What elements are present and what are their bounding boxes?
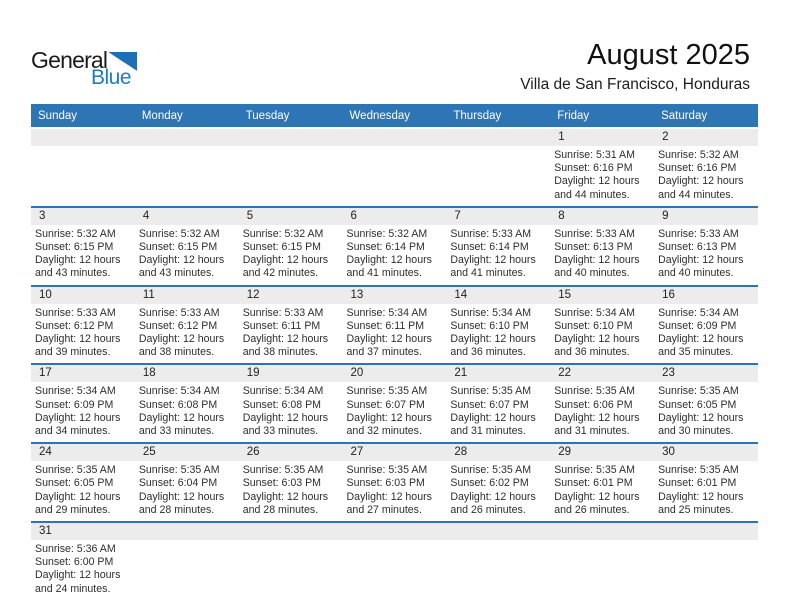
day-detail-line: Daylight: 12 hours	[554, 175, 640, 188]
day-number-strip	[31, 287, 758, 304]
day-detail-line: Daylight: 12 hours	[554, 490, 640, 503]
day-number-3: 3	[39, 209, 46, 222]
day-detail-line: and 28 minutes.	[242, 503, 319, 516]
day-number-5: 5	[246, 209, 254, 222]
day-detail-line: Daylight: 12 hours	[35, 569, 121, 582]
day-detail-line: Sunset: 6:11 PM	[346, 319, 425, 332]
day-number-strip	[31, 444, 758, 461]
day-details-8	[550, 225, 654, 285]
day-detail-line: Daylight: 12 hours	[658, 411, 744, 424]
day-detail-line: Daylight: 12 hours	[554, 411, 640, 424]
day-details-25	[135, 461, 239, 521]
week-row-4	[31, 365, 758, 444]
day-detail-line: and 31 minutes.	[450, 425, 526, 438]
day-detail-line: Sunrise: 5:33 AM	[658, 227, 739, 240]
day-detail-line: Sunset: 6:01 PM	[554, 477, 633, 490]
day-detail-line: Daylight: 12 hours	[138, 254, 225, 267]
empty-day-cell	[550, 523, 654, 540]
day-details-14	[446, 304, 550, 364]
calendar-weeks	[31, 129, 758, 600]
day-detail-line: and 35 minutes.	[658, 346, 734, 359]
day-number-15: 15	[558, 288, 572, 301]
day-details-19	[239, 382, 343, 442]
day-detail-line: Sunrise: 5:33 AM	[138, 306, 220, 319]
empty-day-cell	[31, 129, 135, 146]
day-detail-line: Daylight: 12 hours	[450, 490, 536, 503]
day-detail-line: Sunrise: 5:35 AM	[658, 464, 739, 477]
day-detail-line: Sunrise: 5:33 AM	[554, 227, 635, 240]
day-detail-line: Daylight: 12 hours	[242, 411, 329, 424]
day-detail-line: Sunrise: 5:32 AM	[658, 149, 739, 161]
day-details-22	[550, 382, 654, 442]
day-detail-line: Daylight: 12 hours	[138, 490, 225, 503]
day-details-23	[654, 382, 758, 442]
day-detail-line: Sunset: 6:08 PM	[242, 398, 322, 411]
day-detail-line: and 38 minutes.	[242, 346, 319, 359]
day-number-28: 28	[454, 446, 468, 459]
day-detail-line: and 41 minutes.	[450, 267, 526, 280]
day-detail-line: Sunset: 6:15 PM	[242, 241, 322, 254]
calendar-grid	[31, 104, 758, 600]
day-detail-line: Sunrise: 5:35 AM	[658, 385, 739, 398]
day-detail-line: Sunset: 6:16 PM	[658, 162, 737, 175]
day-number-27: 27	[350, 446, 364, 459]
day-detail-line: and 36 minutes.	[450, 346, 526, 359]
empty-detail-cell	[135, 146, 239, 206]
day-detail-line: Daylight: 12 hours	[658, 490, 744, 503]
day-detail-line: Sunset: 6:05 PM	[658, 398, 737, 411]
day-detail-line: Sunrise: 5:35 AM	[346, 464, 428, 477]
day-detail-line: Sunrise: 5:33 AM	[450, 227, 532, 240]
day-detail-line: Sunset: 6:07 PM	[450, 398, 529, 411]
empty-detail-cell	[343, 540, 447, 600]
day-detail-line: Sunrise: 5:35 AM	[242, 464, 324, 477]
day-detail-line: and 26 minutes.	[450, 503, 526, 516]
day-detail-line: Sunset: 6:14 PM	[346, 241, 425, 254]
day-detail-line: and 32 minutes.	[346, 425, 422, 438]
day-detail-line: Daylight: 12 hours	[35, 490, 121, 503]
day-detail-row	[31, 382, 758, 442]
day-detail-line: Sunset: 6:10 PM	[450, 319, 529, 332]
day-number-1: 1	[558, 131, 565, 143]
day-detail-line: Sunset: 6:12 PM	[35, 319, 114, 332]
day-detail-line: and 43 minutes.	[138, 267, 215, 280]
day-detail-line: Daylight: 12 hours	[242, 333, 329, 346]
day-detail-line: Sunrise: 5:32 AM	[346, 227, 428, 240]
day-detail-line: Sunset: 6:15 PM	[138, 241, 218, 254]
empty-day-cell	[446, 523, 550, 540]
weekday-header-row	[31, 104, 758, 127]
day-detail-line: Daylight: 12 hours	[346, 254, 432, 267]
day-detail-line: Sunset: 6:06 PM	[554, 398, 633, 411]
day-detail-line: Sunrise: 5:34 AM	[658, 306, 739, 319]
day-details-10	[31, 304, 135, 364]
day-detail-line: Daylight: 12 hours	[346, 490, 432, 503]
week-row-6	[31, 523, 758, 600]
day-detail-row	[31, 540, 758, 600]
day-detail-line: Sunset: 6:02 PM	[450, 477, 529, 490]
day-detail-row	[31, 225, 758, 285]
day-number-30: 30	[662, 446, 675, 459]
day-number-strip	[31, 208, 758, 225]
day-details-17	[31, 382, 135, 442]
day-number-18: 18	[142, 367, 156, 380]
day-detail-line: Sunrise: 5:35 AM	[35, 464, 116, 477]
day-detail-line: Sunset: 6:07 PM	[346, 398, 425, 411]
day-details-24	[31, 461, 135, 521]
empty-day-cell	[239, 523, 343, 540]
day-detail-line: and 38 minutes.	[138, 346, 215, 359]
day-detail-line: Sunset: 6:01 PM	[658, 477, 737, 490]
weekday-header-sunday: Sunday	[38, 109, 78, 122]
empty-detail-cell	[239, 146, 343, 206]
day-detail-line: Sunrise: 5:34 AM	[35, 385, 116, 398]
weekday-header-thursday: Thursday	[453, 109, 502, 122]
day-detail-line: and 28 minutes.	[138, 503, 215, 516]
weekday-header-monday: Monday	[141, 109, 183, 122]
page-subtitle: Villa de San Francisco, Honduras	[520, 76, 750, 94]
day-detail-line: and 25 minutes.	[658, 503, 734, 516]
day-detail-line: Daylight: 12 hours	[658, 254, 744, 267]
day-details-3	[31, 225, 135, 285]
day-details-31	[31, 540, 135, 600]
day-details-4	[135, 225, 239, 285]
day-detail-line: and 33 minutes.	[138, 425, 215, 438]
day-number-19: 19	[246, 367, 260, 380]
logo-text-blue: Blue	[91, 66, 132, 89]
day-details-18	[135, 382, 239, 442]
day-detail-line: Sunrise: 5:33 AM	[35, 306, 116, 319]
day-detail-row	[31, 304, 758, 364]
day-details-16	[654, 304, 758, 364]
day-number-23: 23	[662, 367, 675, 380]
day-detail-line: Daylight: 12 hours	[35, 254, 121, 267]
day-number-29: 29	[558, 446, 572, 459]
day-number-8: 8	[558, 209, 565, 222]
day-details-7	[446, 225, 550, 285]
day-details-28	[446, 461, 550, 521]
day-detail-line: Daylight: 12 hours	[450, 411, 536, 424]
day-detail-line: Daylight: 12 hours	[138, 333, 225, 346]
day-number-strip	[31, 523, 758, 540]
day-detail-line: Sunrise: 5:32 AM	[138, 227, 220, 240]
day-detail-line: Daylight: 12 hours	[450, 254, 536, 267]
weekday-header-saturday: Saturday	[661, 109, 708, 122]
day-detail-line: and 40 minutes.	[554, 267, 630, 280]
day-detail-line: Sunset: 6:03 PM	[346, 477, 425, 490]
day-detail-line: Sunrise: 5:35 AM	[138, 464, 220, 477]
day-number-7: 7	[454, 209, 461, 222]
day-number-12: 12	[246, 288, 260, 301]
day-detail-line: Daylight: 12 hours	[138, 411, 225, 424]
day-detail-line: and 42 minutes.	[242, 267, 319, 280]
empty-detail-cell	[135, 540, 239, 600]
logo-text-general: General	[31, 47, 108, 73]
day-detail-line: and 39 minutes.	[35, 346, 111, 359]
day-detail-line: Sunset: 6:13 PM	[554, 241, 633, 254]
day-detail-row	[31, 461, 758, 521]
day-detail-line: Daylight: 12 hours	[242, 254, 329, 267]
day-detail-line: Daylight: 12 hours	[346, 333, 432, 346]
day-details-6	[343, 225, 447, 285]
page-title: August 2025	[587, 39, 750, 71]
day-detail-line: Sunset: 6:12 PM	[138, 319, 218, 332]
day-detail-line: Daylight: 12 hours	[658, 175, 744, 188]
empty-day-cell	[343, 129, 447, 146]
day-detail-line: Sunset: 6:15 PM	[35, 241, 114, 254]
day-number-17: 17	[39, 367, 52, 380]
day-detail-line: Sunset: 6:14 PM	[450, 241, 529, 254]
empty-detail-cell	[654, 540, 758, 600]
day-detail-row	[31, 146, 758, 206]
week-row-3	[31, 287, 758, 366]
day-detail-line: Sunrise: 5:35 AM	[554, 385, 635, 398]
day-detail-line: Daylight: 12 hours	[35, 411, 121, 424]
day-detail-line: Sunset: 6:04 PM	[138, 477, 218, 490]
day-details-30	[654, 461, 758, 521]
empty-day-cell	[135, 129, 239, 146]
day-detail-line: Sunset: 6:10 PM	[554, 319, 633, 332]
day-number-26: 26	[246, 446, 260, 459]
week-row-2	[31, 208, 758, 287]
day-detail-line: Sunset: 6:09 PM	[35, 398, 114, 411]
empty-day-cell	[343, 523, 447, 540]
day-detail-line: Sunrise: 5:35 AM	[554, 464, 635, 477]
day-detail-line: Sunset: 6:08 PM	[138, 398, 218, 411]
weekday-header-friday: Friday	[557, 109, 590, 122]
day-detail-line: Daylight: 12 hours	[346, 411, 432, 424]
weekday-header-tuesday: Tuesday	[245, 109, 290, 122]
day-detail-line: and 29 minutes.	[35, 503, 111, 516]
day-details-9	[654, 225, 758, 285]
day-detail-line: Sunrise: 5:35 AM	[346, 385, 428, 398]
day-number-25: 25	[142, 446, 156, 459]
day-detail-line: Sunrise: 5:35 AM	[450, 385, 532, 398]
day-number-6: 6	[350, 209, 357, 222]
day-detail-line: and 31 minutes.	[554, 425, 630, 438]
day-details-13	[343, 304, 447, 364]
day-number-9: 9	[662, 209, 669, 222]
day-detail-line: Daylight: 12 hours	[450, 333, 536, 346]
week-row-5	[31, 444, 758, 523]
day-number-strip	[31, 365, 758, 382]
day-detail-line: and 27 minutes.	[346, 503, 422, 516]
day-detail-line: and 37 minutes.	[346, 346, 422, 359]
empty-detail-cell	[446, 540, 550, 600]
title-block	[520, 40, 750, 94]
day-detail-line: Daylight: 12 hours	[554, 333, 640, 346]
empty-detail-cell	[446, 146, 550, 206]
empty-day-cell	[446, 129, 550, 146]
day-detail-line: and 44 minutes.	[658, 188, 734, 201]
day-detail-line: and 30 minutes.	[658, 425, 734, 438]
day-number-11: 11	[142, 288, 155, 301]
day-detail-line: Sunrise: 5:32 AM	[242, 227, 324, 240]
day-detail-line: Sunset: 6:16 PM	[554, 162, 633, 175]
day-details-29	[550, 461, 654, 521]
day-detail-line: and 44 minutes.	[554, 188, 630, 201]
empty-detail-cell	[550, 540, 654, 600]
day-detail-line: and 40 minutes.	[658, 267, 734, 280]
day-detail-line: Sunset: 6:13 PM	[658, 241, 737, 254]
day-detail-line: and 36 minutes.	[554, 346, 630, 359]
day-detail-line: and 43 minutes.	[35, 267, 111, 280]
general-blue-logo	[31, 49, 137, 88]
day-detail-line: Daylight: 12 hours	[35, 333, 121, 346]
day-details-27	[343, 461, 447, 521]
day-details-20	[343, 382, 447, 442]
day-number-22: 22	[558, 367, 572, 380]
day-detail-line: Sunrise: 5:34 AM	[138, 385, 220, 398]
day-details-12	[239, 304, 343, 364]
day-number-14: 14	[454, 288, 468, 301]
empty-day-cell	[654, 523, 758, 540]
empty-detail-cell	[239, 540, 343, 600]
day-details-5	[239, 225, 343, 285]
day-detail-line: Sunrise: 5:32 AM	[35, 227, 116, 240]
day-detail-line: Sunset: 6:09 PM	[658, 319, 737, 332]
day-detail-line: Sunset: 6:00 PM	[35, 556, 114, 569]
weekday-header-wednesday: Wednesday	[349, 109, 411, 122]
day-number-20: 20	[350, 367, 364, 380]
empty-detail-cell	[343, 146, 447, 206]
day-number-2: 2	[662, 131, 669, 143]
day-number-16: 16	[662, 288, 675, 301]
day-number-31: 31	[39, 525, 52, 538]
day-detail-line: Sunrise: 5:33 AM	[242, 306, 324, 319]
day-detail-line: Sunrise: 5:34 AM	[554, 306, 635, 319]
day-detail-line: Daylight: 12 hours	[242, 490, 329, 503]
day-details-1	[550, 146, 654, 206]
day-number-13: 13	[350, 288, 364, 301]
day-detail-line: Sunrise: 5:34 AM	[242, 385, 324, 398]
day-number-21: 21	[454, 367, 468, 380]
day-detail-line: Sunrise: 5:31 AM	[554, 149, 635, 161]
day-details-15	[550, 304, 654, 364]
day-detail-line: Daylight: 12 hours	[658, 333, 744, 346]
week-row-1	[31, 129, 758, 208]
day-details-21	[446, 382, 550, 442]
empty-day-cell	[135, 523, 239, 540]
day-detail-line: and 41 minutes.	[346, 267, 422, 280]
empty-detail-cell	[31, 146, 135, 206]
day-detail-line: Sunrise: 5:35 AM	[450, 464, 532, 477]
day-details-2	[654, 146, 758, 206]
day-number-strip	[31, 129, 758, 146]
day-detail-line: Sunset: 6:11 PM	[242, 319, 321, 332]
day-details-11	[135, 304, 239, 364]
day-detail-line: Sunrise: 5:34 AM	[346, 306, 428, 319]
day-detail-line: Daylight: 12 hours	[554, 254, 640, 267]
day-number-10: 10	[39, 288, 52, 301]
day-number-4: 4	[142, 209, 150, 222]
day-detail-line: and 26 minutes.	[554, 503, 630, 516]
day-detail-line: and 33 minutes.	[242, 425, 319, 438]
day-detail-line: Sunset: 6:03 PM	[242, 477, 322, 490]
day-detail-line: and 24 minutes.	[35, 582, 111, 595]
empty-day-cell	[239, 129, 343, 146]
day-detail-line: Sunrise: 5:36 AM	[35, 543, 116, 556]
day-details-26	[239, 461, 343, 521]
day-detail-line: Sunset: 6:05 PM	[35, 477, 114, 490]
day-detail-line: and 34 minutes.	[35, 425, 111, 438]
day-number-24: 24	[39, 446, 52, 459]
day-detail-line: Sunrise: 5:34 AM	[450, 306, 532, 319]
